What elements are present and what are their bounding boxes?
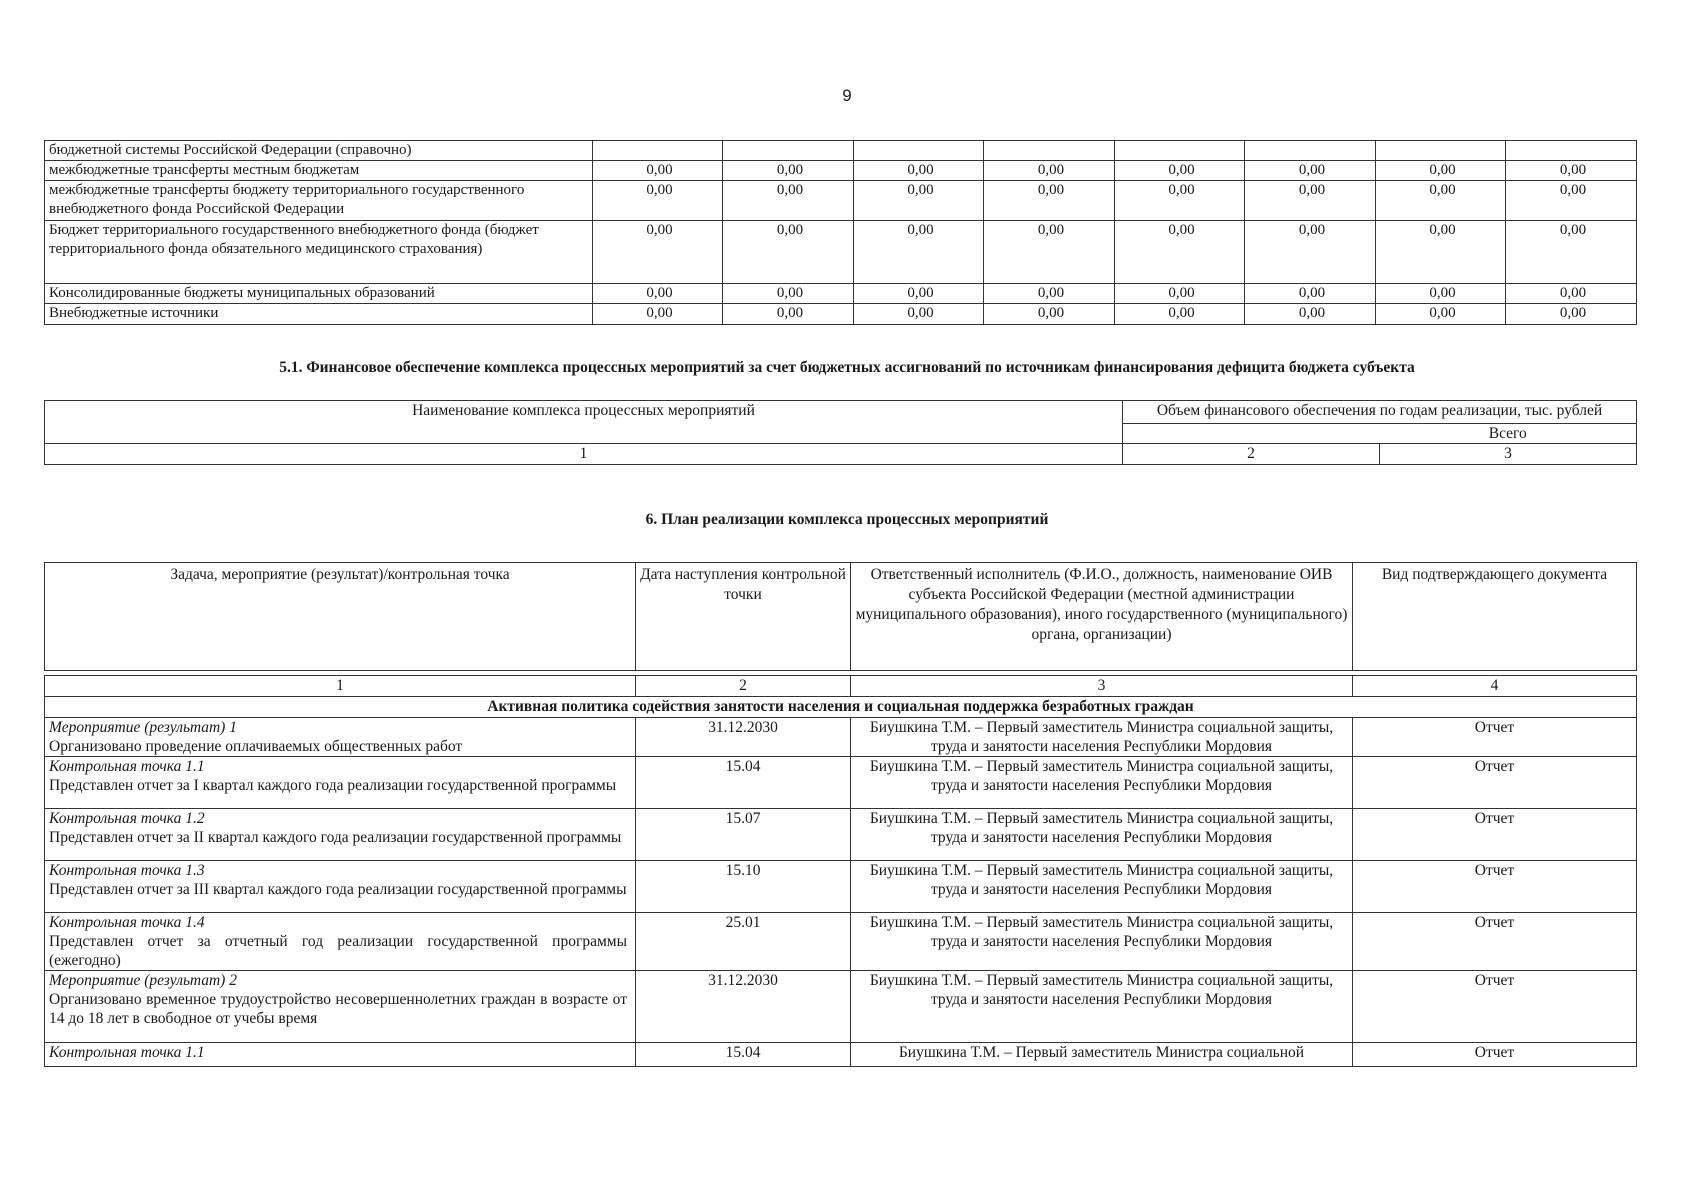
- task-text: Представлен отчет за III квартал каждого года реализации государственной программы: [49, 881, 627, 898]
- checkpoint-date: 31.12.2030: [636, 971, 851, 1043]
- source-row: [45, 181, 1637, 221]
- source-value: 0,00: [854, 304, 984, 325]
- source-value: [854, 141, 984, 161]
- task-cell: [45, 757, 636, 809]
- responsible-person: Биушкина Т.М. – Первый заместитель Министра социальной защиты, труда и занятости населения Республики Мордовия: [851, 971, 1353, 1043]
- document-type: Отчет: [1353, 1043, 1637, 1067]
- header-responsible: Ответственный исполнитель (Ф.И.О., должность, наименование ОИВ субъекта Российской Федерации (местной администрации муниципального образования), иного государственного (муниципального) органа, организации): [851, 563, 1353, 671]
- source-value: 0,00: [1115, 181, 1245, 221]
- col-complex-name: Наименование комплекса процессных мероприятий: [45, 401, 1123, 444]
- source-label: межбюджетные трансферты бюджету территориального государственного внебюджетного фонда Российской Федерации: [45, 181, 593, 221]
- responsible-person: Биушкина Т.М. – Первый заместитель Министра социальной: [851, 1043, 1353, 1067]
- source-value: 0,00: [984, 181, 1115, 221]
- source-value: 0,00: [1506, 304, 1637, 325]
- responsible-person: Биушкина Т.М. – Первый заместитель Министра социальной защиты, труда и занятости населения Республики Мордовия: [851, 757, 1353, 809]
- source-value: 0,00: [593, 161, 723, 181]
- checkpoint-date: 15.07: [636, 809, 851, 861]
- source-value: [1115, 141, 1245, 161]
- source-value: 0,00: [984, 284, 1115, 304]
- source-value: 0,00: [984, 221, 1115, 284]
- source-value: [1245, 141, 1376, 161]
- source-value: 0,00: [1376, 181, 1506, 221]
- source-value: 0,00: [854, 284, 984, 304]
- section-6-plan-table: [44, 675, 1637, 1067]
- col-total: Всего: [1380, 424, 1637, 444]
- source-row: [45, 304, 1637, 325]
- section-5-1-table: [44, 400, 1637, 465]
- checkpoint-date: 15.04: [636, 757, 851, 809]
- source-value: 0,00: [1506, 221, 1637, 284]
- source-value: 0,00: [593, 284, 723, 304]
- col-financing-volume: Объем финансового обеспечения по годам реализации, тыс. рублей: [1123, 401, 1637, 424]
- document-type: Отчет: [1353, 809, 1637, 861]
- task-text: Представлен отчет за отчетный год реализации государственной программы (ежегодно): [49, 933, 627, 969]
- header-document: Вид подтверждающего документа: [1353, 563, 1637, 671]
- document-type: Отчет: [1353, 718, 1637, 757]
- page-number: 9: [842, 86, 852, 105]
- task-cell: [45, 718, 636, 757]
- task-cell: [45, 809, 636, 861]
- col-num-1: 1: [45, 444, 1123, 465]
- source-value: [984, 141, 1115, 161]
- source-value: 0,00: [1376, 161, 1506, 181]
- source-label: Бюджет территориального государственного внебюджетного фонда (бюджет территориального фонда обязательного медицинского страхования): [45, 221, 593, 284]
- source-row: [45, 161, 1637, 181]
- document-type: Отчет: [1353, 971, 1637, 1043]
- checkpoint-date: 25.01: [636, 913, 851, 971]
- financing-sources-table: [44, 140, 1637, 325]
- header-date: Дата наступления контрольной точки: [636, 563, 851, 671]
- section-6-title: 6. План реализации комплекса процессных мероприятий: [645, 511, 1049, 528]
- source-row: [45, 141, 1637, 161]
- source-row: [45, 221, 1637, 284]
- plan-row: [45, 809, 1637, 861]
- col-num-4: 4: [1353, 676, 1637, 697]
- col-num-2: 2: [636, 676, 851, 697]
- checkpoint-date: 15.10: [636, 861, 851, 913]
- col-num-2: 2: [1123, 444, 1380, 465]
- source-value: 0,00: [1245, 181, 1376, 221]
- source-value: 0,00: [1506, 284, 1637, 304]
- source-value: 0,00: [1506, 161, 1637, 181]
- document-type: Отчет: [1353, 861, 1637, 913]
- source-value: 0,00: [1115, 161, 1245, 181]
- plan-row: [45, 971, 1637, 1043]
- source-value: 0,00: [984, 161, 1115, 181]
- source-label: бюджетной системы Российской Федерации (справочно): [45, 141, 593, 161]
- plan-row: [45, 1043, 1637, 1067]
- source-value: 0,00: [723, 221, 854, 284]
- col-num-3: 3: [1380, 444, 1637, 465]
- task-cell: [45, 1043, 636, 1067]
- source-value: 0,00: [1376, 221, 1506, 284]
- source-value: 0,00: [854, 181, 984, 221]
- source-value: 0,00: [723, 284, 854, 304]
- source-value: 0,00: [984, 304, 1115, 325]
- responsible-person: Биушкина Т.М. – Первый заместитель Министра социальной защиты, труда и занятости населения Республики Мордовия: [851, 718, 1353, 757]
- plan-row: [45, 718, 1637, 757]
- task-text: Представлен отчет за I квартал каждого года реализации государственной программы: [49, 777, 617, 794]
- source-label: Внебюджетные источники: [45, 304, 593, 325]
- source-value: 0,00: [1376, 284, 1506, 304]
- source-value: 0,00: [593, 181, 723, 221]
- task-kind: Контрольная точка 1.1: [49, 758, 205, 775]
- source-value: 0,00: [1245, 284, 1376, 304]
- responsible-person: Биушкина Т.М. – Первый заместитель Министра социальной защиты, труда и занятости населения Республики Мордовия: [851, 809, 1353, 861]
- source-value: 0,00: [723, 304, 854, 325]
- source-value: 0,00: [1245, 304, 1376, 325]
- source-value: [723, 141, 854, 161]
- checkpoint-date: 15.04: [636, 1043, 851, 1067]
- responsible-person: Биушкина Т.М. – Первый заместитель Министра социальной защиты, труда и занятости населения Республики Мордовия: [851, 861, 1353, 913]
- source-value: 0,00: [854, 161, 984, 181]
- task-kind: Контрольная точка 1.4: [49, 914, 205, 931]
- program-band: Активная политика содействия занятости населения и социальная поддержка безработных граждан: [45, 697, 1637, 718]
- document-type: Отчет: [1353, 757, 1637, 809]
- task-text: Представлен отчет за II квартал каждого года реализации государственной программы: [49, 829, 622, 846]
- task-cell: [45, 913, 636, 971]
- source-value: [593, 141, 723, 161]
- task-kind: Контрольная точка 1.2: [49, 810, 205, 827]
- task-cell: [45, 861, 636, 913]
- plan-row: [45, 861, 1637, 913]
- source-row: [45, 284, 1637, 304]
- source-value: 0,00: [1506, 181, 1637, 221]
- section-6-header-table: [44, 562, 1637, 671]
- task-kind: Мероприятие (результат) 2: [49, 972, 237, 989]
- plan-row: [45, 913, 1637, 971]
- source-label: Консолидированные бюджеты муниципальных образований: [45, 284, 593, 304]
- document-type: Отчет: [1353, 913, 1637, 971]
- source-label: межбюджетные трансферты местным бюджетам: [45, 161, 593, 181]
- source-value: 0,00: [1115, 284, 1245, 304]
- source-value: [1506, 141, 1637, 161]
- source-value: 0,00: [1376, 304, 1506, 325]
- source-value: 0,00: [723, 161, 854, 181]
- source-value: 0,00: [593, 221, 723, 284]
- task-kind: Мероприятие (результат) 1: [49, 719, 237, 736]
- task-text: Организовано временное трудоустройство несовершеннолетних граждан в возрасте от 14 до 18 лет в свободное от учебы время: [49, 991, 627, 1027]
- source-value: [1376, 141, 1506, 161]
- source-value: 0,00: [1245, 161, 1376, 181]
- source-value: 0,00: [1115, 304, 1245, 325]
- source-value: 0,00: [1245, 221, 1376, 284]
- section-5-1-title: 5.1. Финансовое обеспечение комплекса процессных мероприятий за счет бюджетных ассигнований по источникам финансирования дефицита бюджета субъекта: [279, 359, 1415, 376]
- task-text: Организовано проведение оплачиваемых общественных работ: [49, 738, 463, 755]
- header-task: Задача, мероприятие (результат)/контрольная точка: [45, 563, 636, 671]
- task-kind: Контрольная точка 1.3: [49, 862, 205, 879]
- task-cell: [45, 971, 636, 1043]
- source-value: 0,00: [854, 221, 984, 284]
- task-kind: Контрольная точка 1.1: [49, 1044, 205, 1061]
- col-num-1: 1: [45, 676, 636, 697]
- col-num-3: 3: [851, 676, 1353, 697]
- responsible-person: Биушкина Т.М. – Первый заместитель Министра социальной защиты, труда и занятости населения Республики Мордовия: [851, 913, 1353, 971]
- checkpoint-date: 31.12.2030: [636, 718, 851, 757]
- source-value: 0,00: [1115, 221, 1245, 284]
- source-value: 0,00: [593, 304, 723, 325]
- plan-row: [45, 757, 1637, 809]
- source-value: 0,00: [723, 181, 854, 221]
